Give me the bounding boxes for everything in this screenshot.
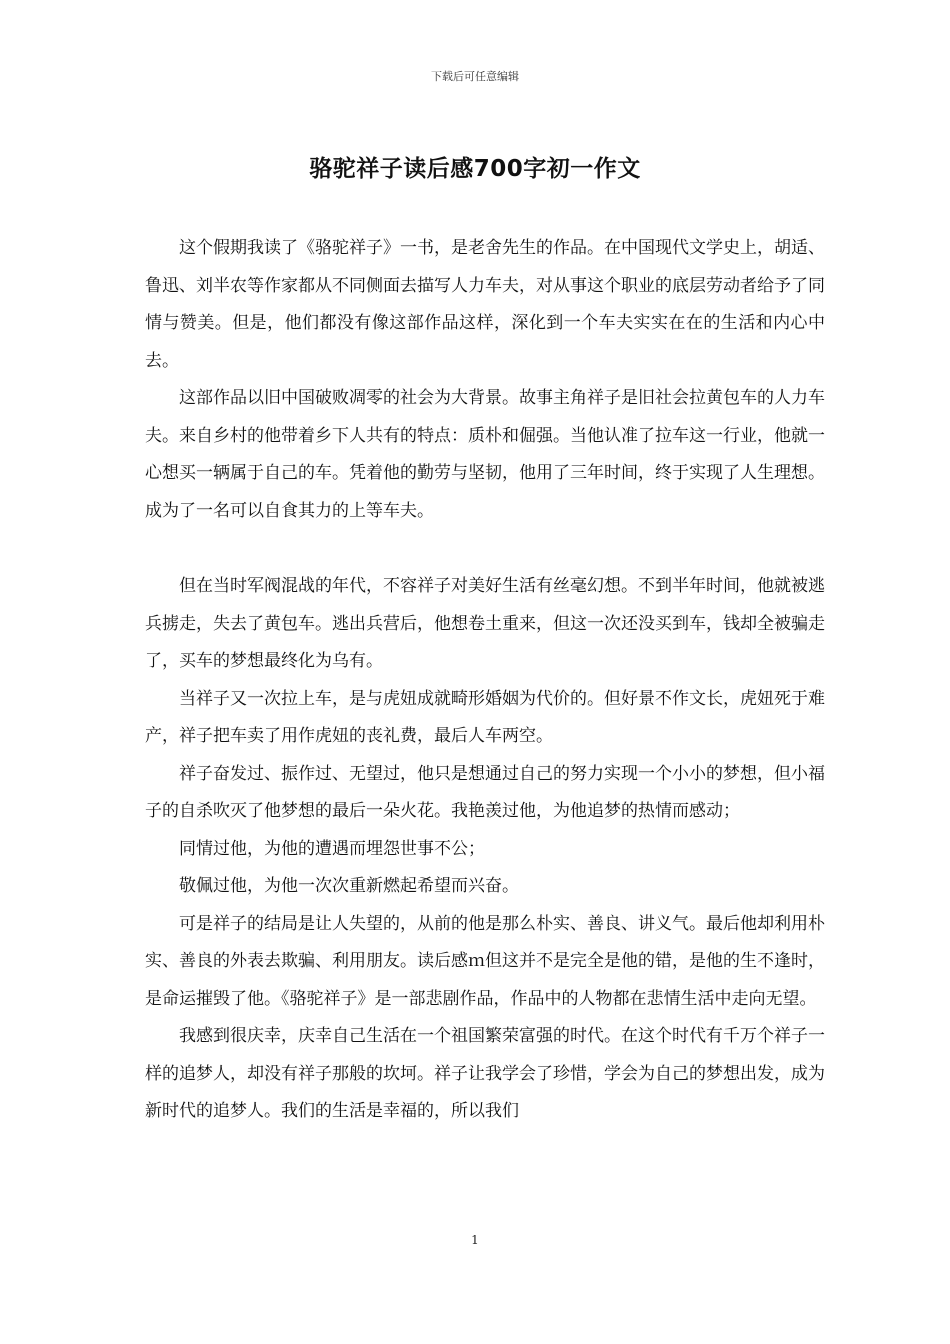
- paragraph: 祥子奋发过、振作过、无望过，他只是想通过自己的努力实现一个小小的梦想，但小福子的自杀吹灭了他梦想的最后一朵火花。我艳羡过他，为他追梦的热情而感动；: [145, 763, 825, 821]
- paragraph: 可是祥子的结局是让人失望的，从前的他是那么朴实、善良、讲义气。最后他却利用朴实、善良的外表去欺骗、利用朋友。读后感ｍ但这并不是完全是他的错，是他的生不逢时，是命运摧毁了他。《骆驼祥子》是一部悲剧作品，作品中的人物都在悲情生活中走向无望。: [145, 913, 825, 1009]
- paragraph: 同情过他，为他的遭遇而埋怨世事不公；: [179, 838, 485, 859]
- paragraph: 但在当时军阀混战的年代，不容祥子对美好生活有丝毫幻想。不到半年时间，他就被逃兵掳走，失去了黄包车。逃出兵营后，他想卷土重来，但这一次还没买到车，钱却全被骗走了，买车的梦想最终化为乌有。: [145, 576, 825, 671]
- header-note: 下载后可任意编辑: [431, 70, 519, 83]
- paragraph: 这部作品以旧中国破败凋零的社会为大背景。故事主角祥子是旧社会拉黄包车的人力车夫。来自乡村的他带着乡下人共有的特点：质朴和倔强。当他认准了拉车这一行业，他就一心想买一辆属于自己的车。凭着他的勤劳与坚韧，他用了三年时间，终于实现了人生理想。成为了一名可以自食其力的上等车夫。: [145, 388, 825, 521]
- document-body: [145, 230, 825, 1131]
- paragraph: 我感到很庆幸，庆幸自己生活在一个祖国繁荣富强的时代。在这个时代有千万个祥子一样的追梦人，却没有祥子那般的坎坷。祥子让我学会了珍惜，学会为自己的梦想出发，成为新时代的追梦人。我们的生活是幸福的，所以我们: [145, 1026, 825, 1121]
- paragraph: 当祥子又一次拉上车，是与虎妞成就畸形婚姻为代价的。但好景不作文长，虎妞死于难产，祥子把车卖了用作虎妞的丧礼费，最后人车两空。: [145, 688, 825, 746]
- page-number: 1: [471, 1233, 479, 1247]
- paragraph: 这个假期我读了《骆驼祥子》一书，是老舍先生的作品。在中国现代文学史上，胡适、鲁迅、刘半农等作家都从不同侧面去描写人力车夫，对从事这个职业的底层劳动者给予了同情与赞美。但是，他们都没有像这部作品这样，深化到一个车夫实实在在的生活和内心中去。: [145, 238, 825, 371]
- document-title: 骆驼祥子读后感700字初一作文: [309, 156, 641, 182]
- paragraph: 敬佩过他，为他一次次重新燃起希望而兴奋。: [179, 876, 519, 896]
